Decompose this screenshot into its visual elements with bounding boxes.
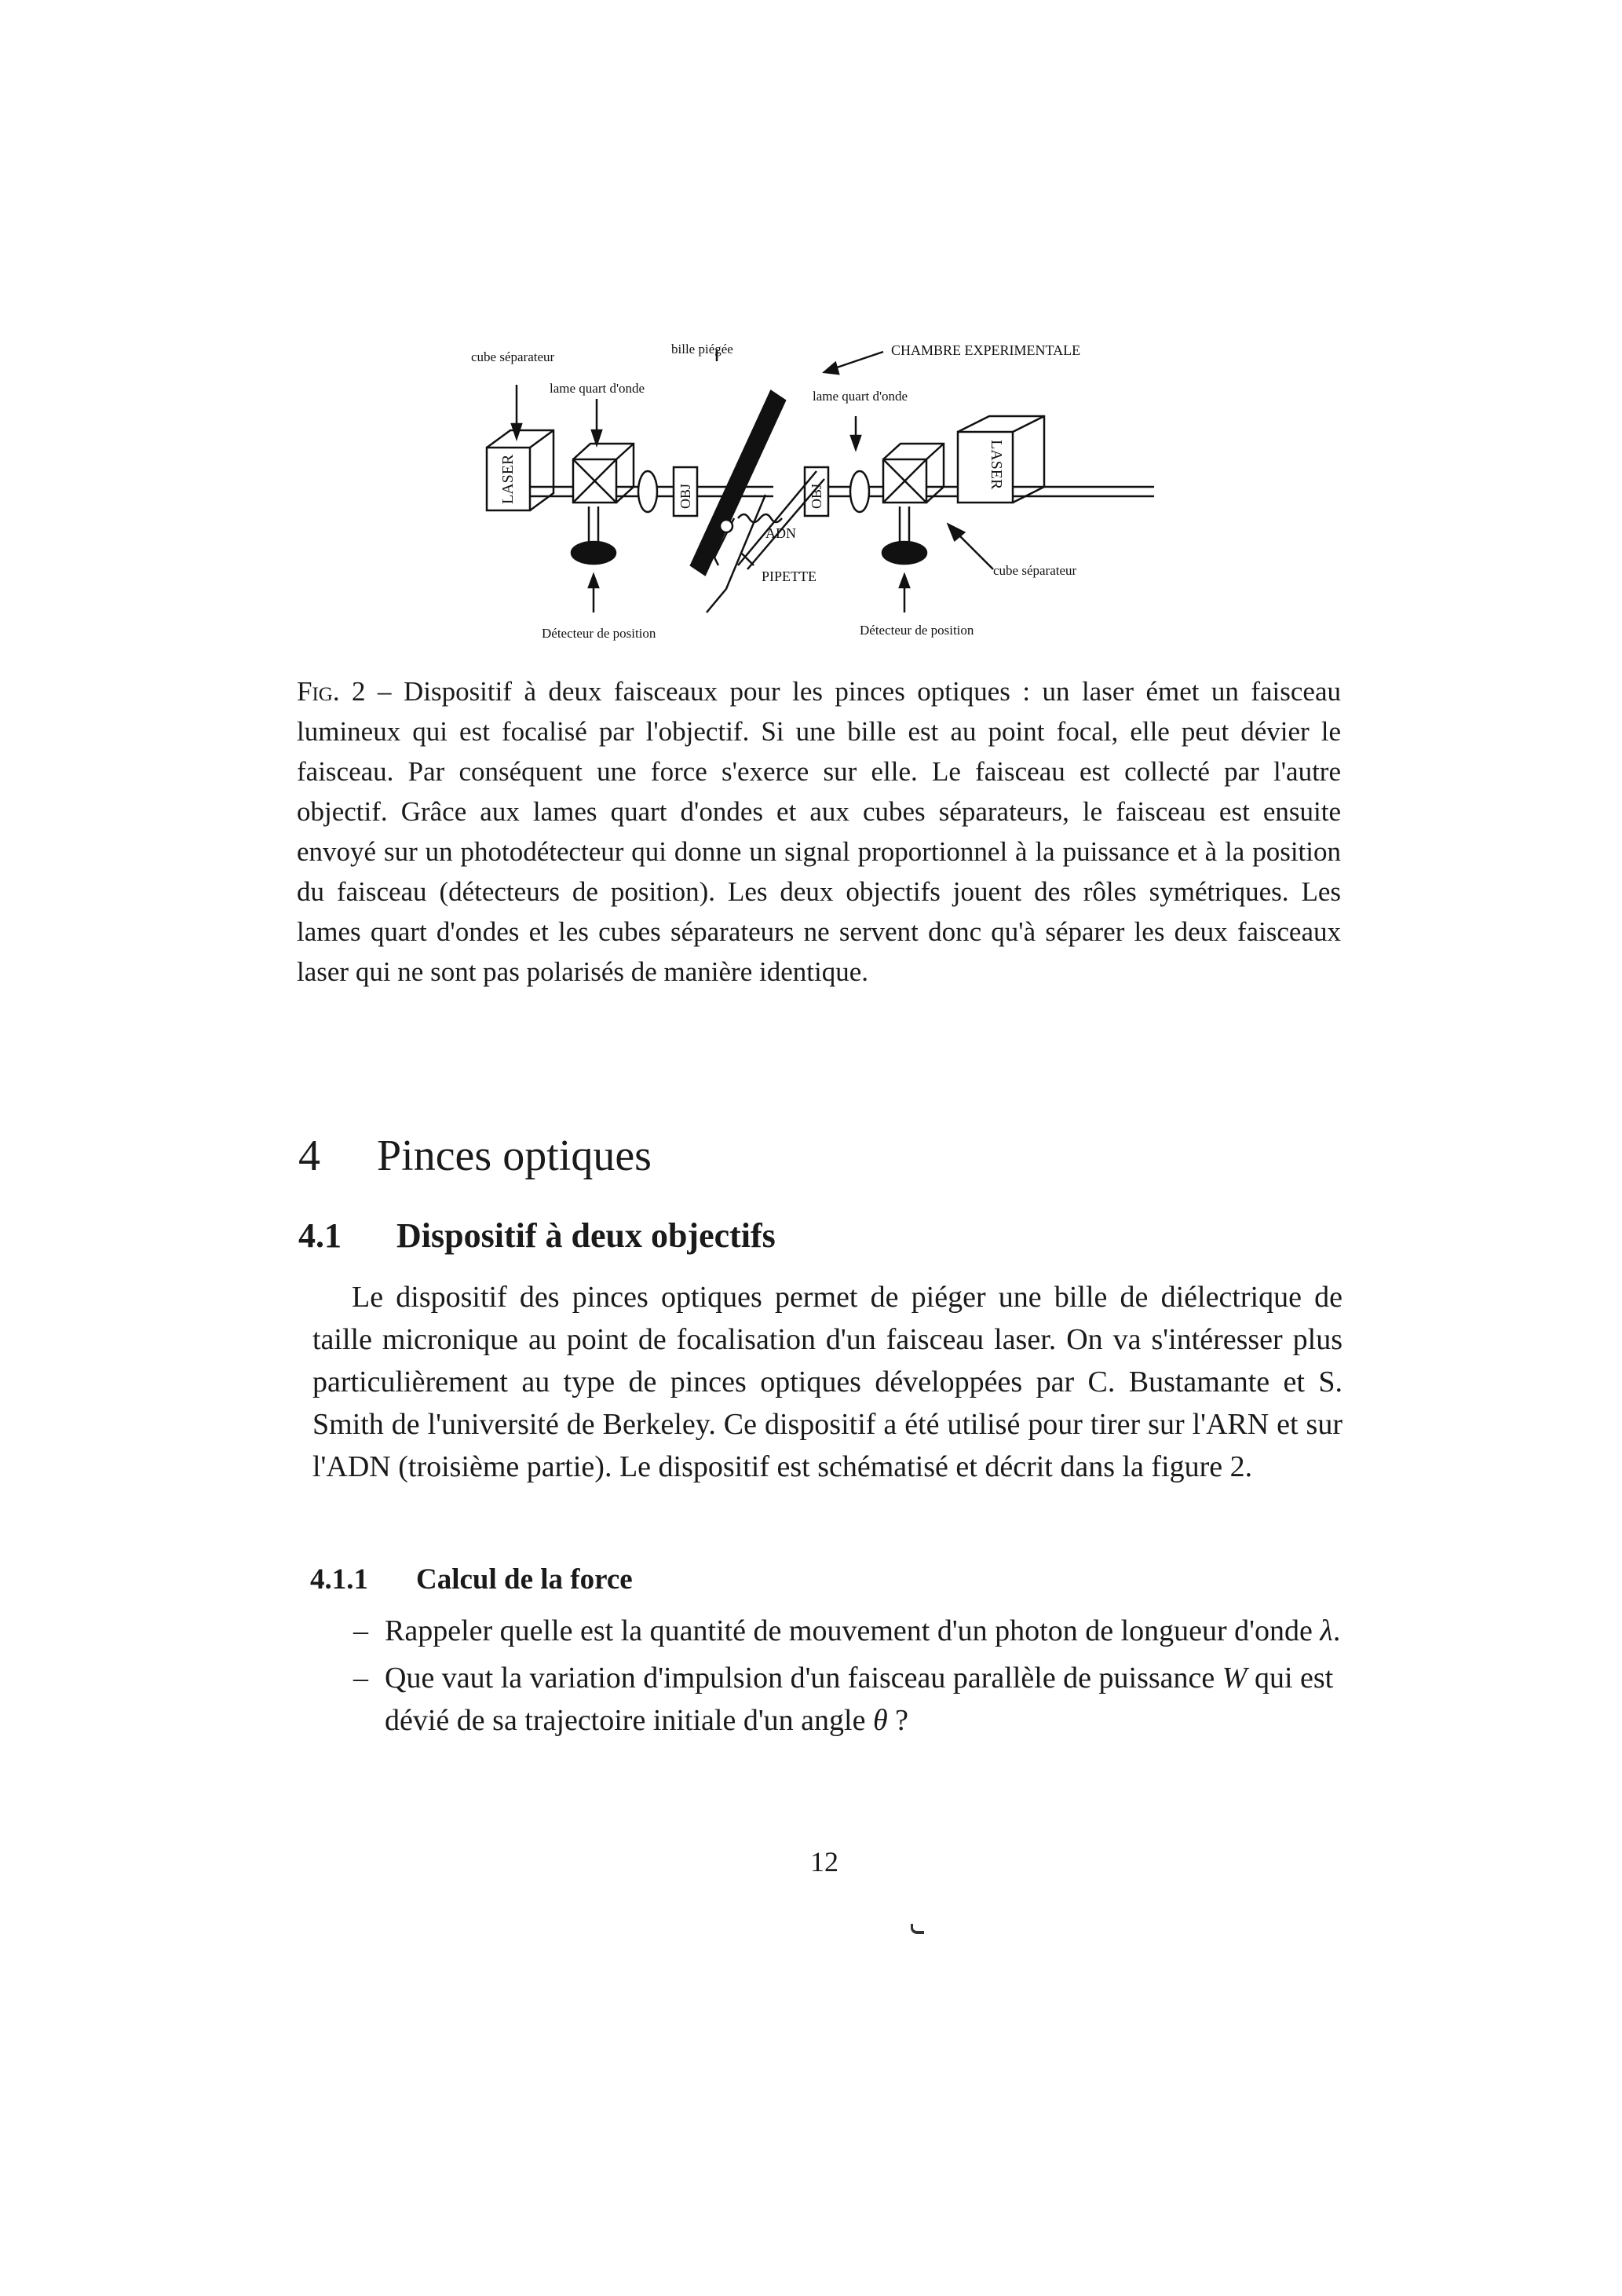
- math-w: W: [1222, 1662, 1248, 1695]
- math-theta: θ: [872, 1704, 888, 1737]
- question-end: ?: [887, 1704, 909, 1737]
- label-obj-left: OBJ: [678, 483, 693, 509]
- subsubsection-number: 4.1.1: [310, 1563, 368, 1596]
- question-text: Que vaut la variation d'impulsion d'un faisceau parallèle de puissance: [385, 1662, 1222, 1695]
- label-lame-left: lame quart d'onde: [550, 381, 645, 396]
- label-pipette: PIPETTE: [762, 569, 816, 584]
- trapped-bead: [720, 520, 732, 532]
- figure-optical-tweezers: [455, 330, 1178, 660]
- list-item: [353, 1610, 1346, 1652]
- question-list: [353, 1610, 1346, 1746]
- subsubsection-heading: [310, 1563, 633, 1596]
- section-number: 4: [298, 1132, 320, 1180]
- detector-left: [572, 542, 616, 564]
- subsection-number: 4.1: [298, 1216, 342, 1255]
- label-chambre: CHAMBRE EXPERIMENTALE: [891, 342, 1081, 358]
- question-end: .: [1332, 1614, 1341, 1647]
- schematic-diagram: [455, 330, 1178, 660]
- list-dash: –: [353, 1662, 368, 1695]
- subsection-title: Dispositif à deux objectifs: [396, 1216, 776, 1255]
- label-detecteur-right: Détecteur de position: [860, 623, 974, 638]
- lame-left: [638, 471, 657, 512]
- label-cube-left: cube séparateur: [471, 349, 555, 364]
- figure-caption: [297, 671, 1341, 992]
- label-lame-right: lame quart d'onde: [813, 389, 908, 404]
- chamber-slab: [691, 391, 785, 575]
- list-dash: –: [353, 1614, 368, 1647]
- figure-caption-label: Fig. 2: [297, 676, 366, 707]
- label-obj-right: OBJ: [809, 483, 824, 509]
- label-detecteur-left: Détecteur de position: [542, 626, 656, 641]
- figure-caption-text: – Dispositif à deux faisceaux pour les pinces optiques : un laser émet un faisceau lumineux qui est focalisé par l'objectif. Si une bille est au point focal, elle peut dévier le faisceau. Par conséquent une force s'exerce sur elle. Le faisceau est collecté par l'autre objectif. Grâce aux lames quart d'ondes et aux cubes séparateurs, le faisceau est ensuite envoyé sur un photodétecteur qui donne un signal proportionnel à la puissance et à la position du faisceau (détecteurs de position). Les deux objectifs jouent des rôles symétriques. Les lames quart d'ondes et les cubes séparateurs ne servent donc qu'à séparer les deux faisceaux laser qui ne sont pas polarisés de manière identique.: [297, 676, 1341, 987]
- label-laser-right: LASER: [988, 440, 1005, 490]
- subsection-heading: [298, 1216, 776, 1256]
- question-text-mid: qui est dévié de sa trajectoire initiale d'un angle: [385, 1662, 1334, 1737]
- section-title: Pinces optiques: [377, 1132, 652, 1180]
- label-bille: bille piégée: [671, 342, 733, 356]
- page-number: 12: [810, 1846, 838, 1877]
- lame-right: [850, 471, 869, 512]
- question-text: Rappeler quelle est la quantité de mouvement d'un photon de longueur d'onde: [385, 1614, 1321, 1647]
- label-laser-left: LASER: [499, 454, 517, 504]
- label-adn: ADN: [765, 525, 796, 541]
- label-cube-right: cube séparateur: [993, 563, 1077, 578]
- section-heading: [298, 1131, 652, 1181]
- scan-artifact: [911, 1924, 924, 1934]
- math-lambda: λ: [1320, 1614, 1333, 1647]
- subsubsection-title: Calcul de la force: [416, 1563, 633, 1596]
- detector-right: [882, 542, 926, 564]
- list-item: [353, 1657, 1346, 1742]
- body-paragraph: Le dispositif des pinces optiques permet de piéger une bille de diélectrique de taille micronique au point de focalisation d'un faisceau laser. On va s'intéresser plus particulièrement au type de pinces optiques développées par C. Bustamante et S. Smith de l'université de Berkeley. Ce dispositif a été utilisé pour tirer sur l'ARN et sur l'ADN (troisième partie). Le dispositif est schématisé et décrit dans la figure 2.: [312, 1281, 1343, 1483]
